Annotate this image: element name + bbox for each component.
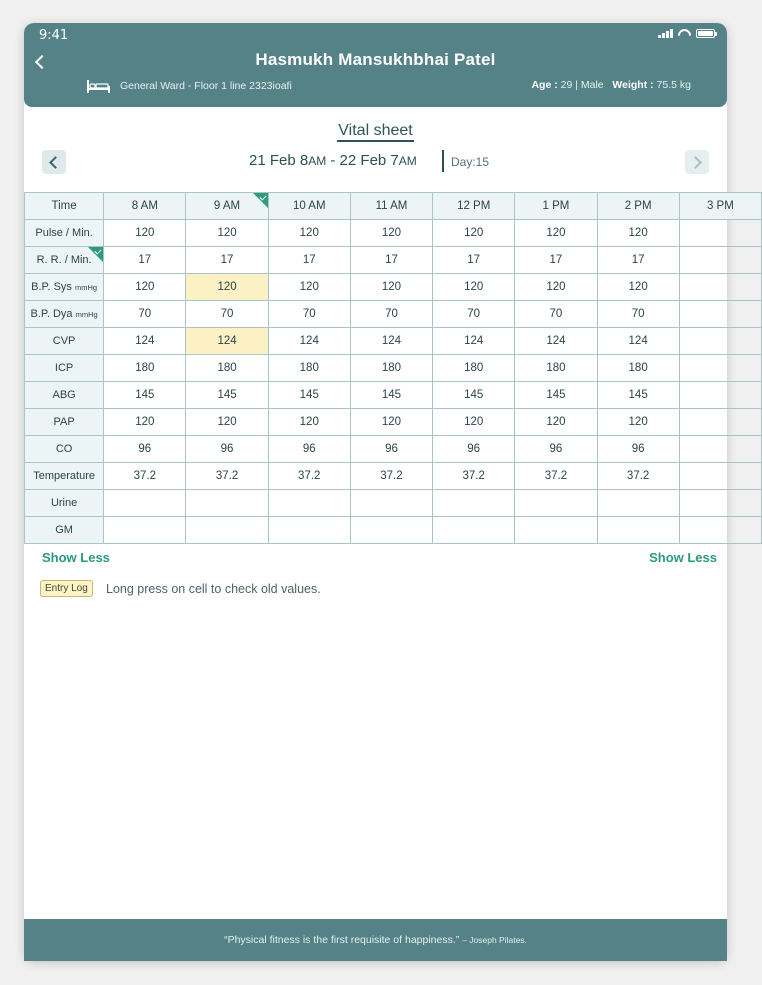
vital-cell[interactable]: 180: [597, 355, 679, 382]
vital-label: R. R. / Min.: [25, 247, 104, 274]
next-day-button[interactable]: [685, 150, 709, 174]
vital-cell[interactable]: 120: [186, 274, 268, 301]
vital-cell[interactable]: 96: [515, 436, 597, 463]
edited-flag-icon: [88, 247, 103, 262]
time-header-cell: 9 AM: [186, 193, 268, 220]
vital-cell[interactable]: [679, 355, 761, 382]
vital-cell[interactable]: 120: [350, 274, 432, 301]
vital-cell[interactable]: [268, 490, 350, 517]
vital-cell[interactable]: 37.2: [268, 463, 350, 490]
vital-cell[interactable]: 180: [433, 355, 515, 382]
vital-cell[interactable]: [679, 328, 761, 355]
vitals-table: [24, 192, 762, 544]
vital-cell[interactable]: 37.2: [433, 463, 515, 490]
vital-row: [25, 274, 762, 301]
vital-cell[interactable]: 124: [268, 328, 350, 355]
vital-cell[interactable]: [597, 490, 679, 517]
age-weight: Age : 29 | Male Weight : 75.5 kg: [531, 79, 691, 91]
vital-cell[interactable]: 145: [350, 382, 432, 409]
time-header-cell: 11 AM: [350, 193, 432, 220]
vital-cell[interactable]: 120: [186, 409, 268, 436]
vital-row: [25, 355, 762, 382]
vital-label: Urine: [25, 490, 104, 517]
vital-row: [25, 301, 762, 328]
weight-label: Weight :: [612, 79, 654, 91]
vital-label: CO: [25, 436, 104, 463]
vital-cell[interactable]: 37.2: [597, 463, 679, 490]
patient-name: Hasmukh Mansukhbhai Patel: [255, 50, 496, 69]
wifi-icon: [678, 29, 691, 38]
vital-cell[interactable]: 145: [515, 382, 597, 409]
vital-cell[interactable]: 145: [104, 382, 186, 409]
vital-cell[interactable]: 120: [350, 409, 432, 436]
vital-cell[interactable]: 180: [186, 355, 268, 382]
vital-cell[interactable]: 145: [268, 382, 350, 409]
vital-cell[interactable]: 17: [597, 247, 679, 274]
vital-cell[interactable]: 120: [268, 274, 350, 301]
vital-cell[interactable]: [679, 436, 761, 463]
patient-header: [24, 23, 727, 107]
hint-text: Long press on cell to check old values.: [106, 582, 321, 596]
show-less-left-button[interactable]: Show Less: [42, 550, 110, 565]
vital-cell[interactable]: 180: [268, 355, 350, 382]
vital-cell[interactable]: 96: [433, 436, 515, 463]
vital-cell[interactable]: 124: [433, 328, 515, 355]
vital-cell[interactable]: 96: [350, 436, 432, 463]
quote-text: “Physical fitness is the first requisite of happiness.”: [224, 934, 460, 946]
time-header-cell: 1 PM: [515, 193, 597, 220]
vital-cell[interactable]: 17: [186, 247, 268, 274]
vital-cell[interactable]: [679, 463, 761, 490]
vital-cell[interactable]: 145: [597, 382, 679, 409]
vital-cell[interactable]: [104, 517, 186, 544]
vital-cell[interactable]: 96: [597, 436, 679, 463]
time-header-cell: 12 PM: [433, 193, 515, 220]
vital-cell[interactable]: 120: [433, 220, 515, 247]
battery-icon: [696, 29, 715, 38]
vital-cell[interactable]: 120: [104, 409, 186, 436]
vital-cell[interactable]: 120: [104, 274, 186, 301]
vital-cell[interactable]: 120: [597, 220, 679, 247]
vital-cell[interactable]: 70: [515, 301, 597, 328]
time-header-cell: 10 AM: [268, 193, 350, 220]
vital-label: GM: [25, 517, 104, 544]
vital-cell[interactable]: 180: [350, 355, 432, 382]
vital-cell[interactable]: 120: [268, 409, 350, 436]
day-label: Day:15: [451, 155, 490, 169]
vital-cell[interactable]: 70: [433, 301, 515, 328]
vital-cell[interactable]: 120: [597, 274, 679, 301]
vital-cell[interactable]: [679, 220, 761, 247]
ward-location: General Ward - Floor 1 line 2323ioafi: [120, 80, 292, 92]
date-range: 21 Feb 8AM - 22 Feb 7AM: [249, 152, 417, 169]
date-divider: [442, 150, 444, 172]
vital-cell[interactable]: [515, 490, 597, 517]
vital-cell[interactable]: 120: [515, 409, 597, 436]
vital-row: [25, 328, 762, 355]
vital-cell[interactable]: 17: [515, 247, 597, 274]
vital-cell[interactable]: 17: [433, 247, 515, 274]
show-less-right-button[interactable]: Show Less: [649, 550, 717, 565]
vital-cell[interactable]: [679, 382, 761, 409]
vital-cell[interactable]: 70: [104, 301, 186, 328]
sheet-title: Vital sheet: [24, 120, 727, 140]
vital-cell[interactable]: 145: [433, 382, 515, 409]
time-header-row: [25, 193, 762, 220]
vital-cell[interactable]: 180: [104, 355, 186, 382]
time-header-cell: 2 PM: [597, 193, 679, 220]
vital-cell[interactable]: 124: [104, 328, 186, 355]
vital-cell[interactable]: 120: [597, 409, 679, 436]
vital-label: ABG: [25, 382, 104, 409]
vital-cell[interactable]: 96: [268, 436, 350, 463]
vital-cell[interactable]: [679, 274, 761, 301]
vital-row: [25, 382, 762, 409]
status-time: 9:41: [39, 28, 69, 43]
vital-row: [25, 247, 762, 274]
vital-cell[interactable]: 120: [268, 220, 350, 247]
vital-cell[interactable]: 70: [597, 301, 679, 328]
vital-cell[interactable]: [186, 517, 268, 544]
vital-cell[interactable]: [350, 517, 432, 544]
vital-cell[interactable]: 17: [350, 247, 432, 274]
vital-cell[interactable]: 37.2: [104, 463, 186, 490]
footer-quote: [24, 919, 727, 961]
vital-cell[interactable]: 120: [104, 220, 186, 247]
vital-label: B.P. Sys mmHg: [25, 274, 104, 301]
vital-cell[interactable]: 120: [433, 409, 515, 436]
app-frame: [24, 23, 734, 961]
weight-value: 75.5 kg: [656, 79, 691, 91]
vital-cell[interactable]: 17: [268, 247, 350, 274]
vital-row: [25, 490, 762, 517]
vital-cell[interactable]: [679, 517, 761, 544]
vital-cell[interactable]: 17: [104, 247, 186, 274]
vital-cell[interactable]: 120: [350, 220, 432, 247]
vital-cell[interactable]: 70: [186, 301, 268, 328]
vital-label: CVP: [25, 328, 104, 355]
vital-cell[interactable]: 124: [350, 328, 432, 355]
time-header-cell: 3 PM: [679, 193, 761, 220]
vital-cell[interactable]: [679, 409, 761, 436]
quote-author: – Joseph Pilates.: [462, 935, 527, 945]
vital-cell[interactable]: 120: [186, 220, 268, 247]
vital-row: [25, 436, 762, 463]
vital-cell[interactable]: 124: [186, 328, 268, 355]
vital-cell[interactable]: 37.2: [350, 463, 432, 490]
vital-cell[interactable]: [268, 517, 350, 544]
vital-cell[interactable]: 96: [186, 436, 268, 463]
vital-cell[interactable]: 37.2: [515, 463, 597, 490]
signal-icon: [658, 29, 673, 38]
vital-cell[interactable]: 120: [515, 274, 597, 301]
vital-row: [25, 463, 762, 490]
vital-cell[interactable]: [433, 517, 515, 544]
vital-cell[interactable]: 70: [350, 301, 432, 328]
bed-icon: [86, 78, 111, 94]
vital-cell[interactable]: [433, 490, 515, 517]
vital-cell[interactable]: 120: [515, 220, 597, 247]
vital-cell[interactable]: [679, 247, 761, 274]
time-header-label: Time: [25, 193, 104, 220]
vital-unit: mmHg: [75, 310, 98, 319]
vital-cell[interactable]: [350, 490, 432, 517]
vital-cell[interactable]: 120: [433, 274, 515, 301]
vital-row: [25, 409, 762, 436]
vital-row: [25, 220, 762, 247]
vital-label: Pulse / Min.: [25, 220, 104, 247]
vital-cell[interactable]: 180: [515, 355, 597, 382]
vital-cell[interactable]: 124: [515, 328, 597, 355]
vital-label: Temperature: [25, 463, 104, 490]
gender: Male: [580, 79, 604, 91]
vital-label: B.P. Dya mmHg: [25, 301, 104, 328]
prev-day-button[interactable]: [42, 150, 66, 174]
vital-cell[interactable]: [515, 517, 597, 544]
edited-flag-icon: [253, 193, 268, 208]
vital-row: [25, 517, 762, 544]
status-icons: [658, 29, 715, 38]
vital-cell[interactable]: 37.2: [186, 463, 268, 490]
vital-cell[interactable]: 70: [268, 301, 350, 328]
time-header-cell: 8 AM: [104, 193, 186, 220]
vitals-table-scroll[interactable]: [24, 192, 734, 541]
vital-label: ICP: [25, 355, 104, 382]
age-value: 29: [560, 79, 573, 91]
vital-cell[interactable]: 96: [104, 436, 186, 463]
vital-cell[interactable]: [104, 490, 186, 517]
entry-log-button[interactable]: Entry Log: [40, 580, 93, 597]
vital-cell[interactable]: [186, 490, 268, 517]
vital-cell[interactable]: 145: [186, 382, 268, 409]
age-label: Age :: [531, 79, 558, 91]
vital-cell[interactable]: [597, 517, 679, 544]
vital-unit: mmHg: [74, 283, 98, 292]
vital-cell[interactable]: [679, 490, 761, 517]
vital-cell[interactable]: [679, 301, 761, 328]
vital-cell[interactable]: 124: [597, 328, 679, 355]
vital-label: PAP: [25, 409, 104, 436]
